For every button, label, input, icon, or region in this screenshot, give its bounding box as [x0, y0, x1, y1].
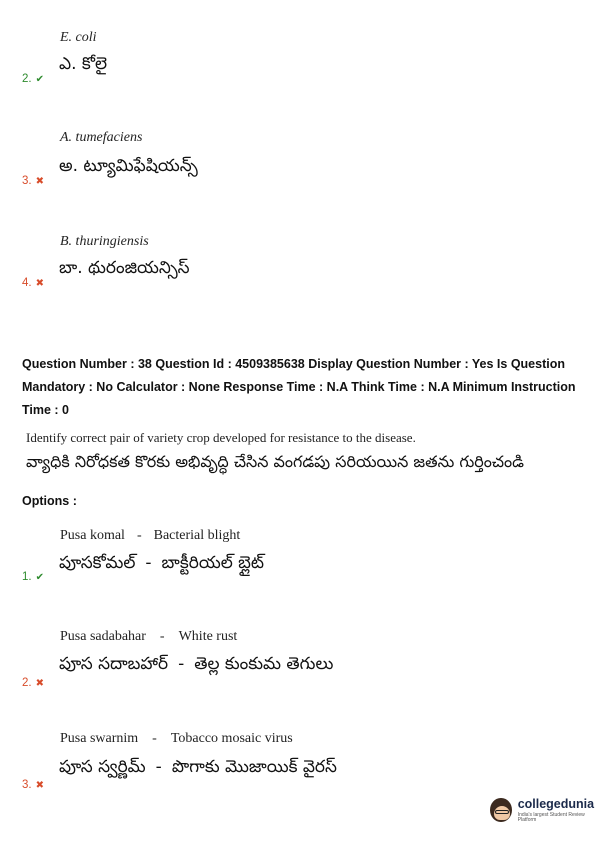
- separator: -: [136, 528, 142, 543]
- option-3-telugu: అ. ట్యూమిఫేషియన్స్: [59, 156, 198, 176]
- q38-option-3-number: [22, 779, 44, 791]
- q38-option-1-english: [60, 528, 240, 544]
- separator: -: [145, 553, 152, 573]
- collegedunia-logo[interactable]: [490, 798, 595, 823]
- disease-name: పొగాకు మొజాయిక్ వైరస్: [171, 757, 337, 777]
- disease-name: బాక్టీరియల్ బ్లైట్: [161, 553, 265, 573]
- brand-tagline: India's largest Student Review Platform: [517, 811, 585, 823]
- variety-name: Pusa sadabahar: [60, 629, 146, 644]
- cross-icon: ✖: [35, 677, 44, 689]
- q38-option-3-telugu: [59, 757, 337, 781]
- variety-name: Pusa swarnim: [60, 731, 139, 746]
- q38-option-3-english: [60, 731, 293, 747]
- option-4-english: B. thuringiensis: [60, 234, 149, 249]
- option-4-telugu: బా. థురంజియన్సిస్: [59, 258, 190, 278]
- q38-option-2-telugu: [59, 654, 333, 678]
- option-number-label: 2.: [22, 677, 32, 689]
- variety-name: పూస స్వర్ణిమ్: [59, 757, 146, 777]
- option-number-label: 1.: [22, 571, 32, 583]
- option-3-number: [22, 175, 44, 187]
- separator: -: [159, 629, 165, 644]
- cross-icon: ✖: [35, 277, 44, 289]
- option-2-english: E. coli: [60, 30, 97, 45]
- check-icon: ✔: [35, 571, 44, 583]
- check-icon: ✔: [35, 73, 44, 85]
- question-text-english: Identify correct pair of variety crop developed for resistance to the disease.: [26, 430, 416, 445]
- cross-icon: ✖: [35, 779, 44, 791]
- option-2-telugu: ఎ. కోలై: [59, 54, 108, 74]
- q38-option-2-english: [60, 629, 237, 645]
- question-header: Question Number : 38 Question Id : 4509385638 Display Question Number : Yes Is Question Mandatory : No Calculator : None Response Time : N.A Think Time : N.A Minimum Instruction Time : 0: [22, 357, 576, 417]
- disease-name: Tobacco mosaic virus: [170, 731, 293, 746]
- disease-name: White rust: [178, 629, 238, 644]
- option-2-number: [22, 73, 44, 85]
- option-number-label: 3.: [22, 175, 32, 187]
- separator: -: [178, 654, 185, 674]
- options-label: Options :: [22, 494, 77, 508]
- separator: -: [152, 731, 157, 746]
- mascot-icon: [490, 798, 512, 822]
- disease-name: Bacterial blight: [153, 528, 241, 543]
- q38-option-1-telugu: [59, 553, 264, 577]
- variety-name: పూస సదాబహార్: [59, 654, 169, 674]
- variety-name: పూసకోమల్: [59, 553, 136, 573]
- q38-option-2-number: [22, 677, 44, 689]
- q38-option-1-number: [22, 571, 44, 583]
- separator: -: [155, 757, 162, 777]
- option-3-english: A. tumefaciens: [60, 130, 143, 145]
- option-4-number: [22, 277, 44, 289]
- option-number-label: 2.: [22, 73, 32, 85]
- brand-name: collegedunia: [517, 797, 595, 811]
- disease-name: తెల్ల కుంకుమ తెగులు: [194, 654, 334, 674]
- option-number-label: 3.: [22, 779, 32, 791]
- variety-name: Pusa komal: [60, 528, 125, 543]
- logo-text: [518, 798, 595, 823]
- option-number-label: 4.: [22, 277, 32, 289]
- cross-icon: ✖: [35, 175, 44, 187]
- question-text-telugu: వ్యాధికి నిరోధకత కొరకు అభివృద్ధి చేసిన వంగడపు సరియయిన జతను గుర్తించండి: [26, 452, 525, 471]
